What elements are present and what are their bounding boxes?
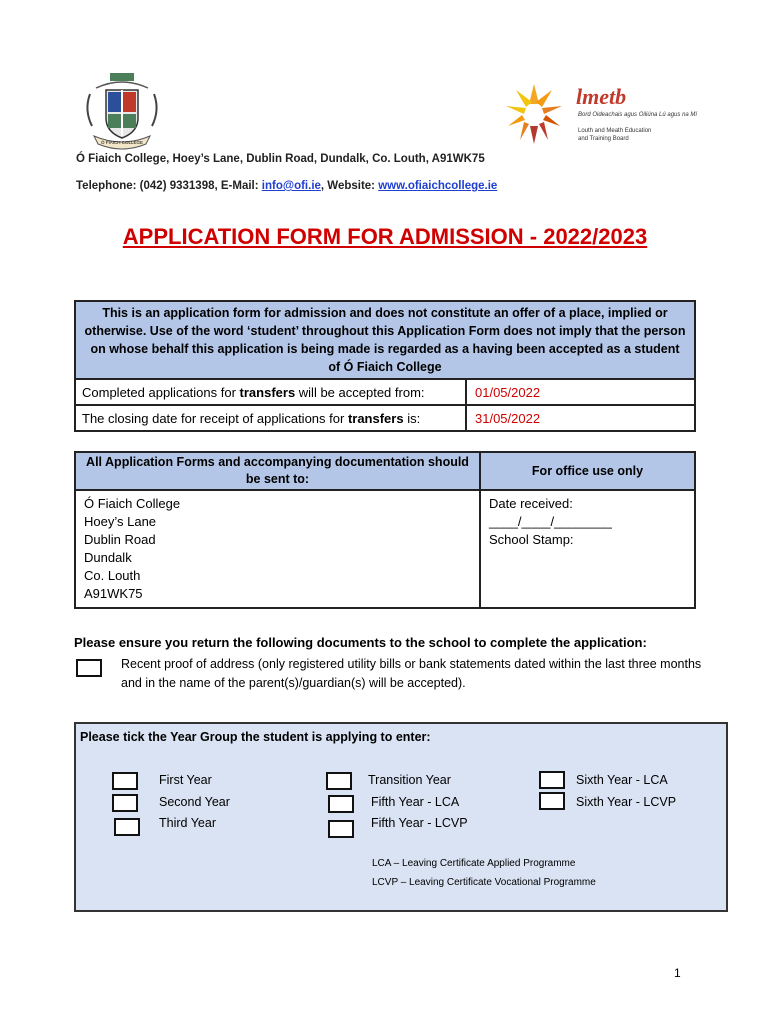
proof-of-address-checkbox[interactable] — [76, 659, 102, 677]
sixth-year-lcvp-checkbox[interactable] — [539, 792, 565, 810]
office-use-cell — [480, 490, 695, 608]
transition-year-label: Transition Year — [368, 773, 451, 787]
crest-motto: Ó FIAICH COLLEGE — [100, 140, 144, 145]
fifth-year-lca-checkbox[interactable] — [328, 795, 354, 813]
college-address: Ó Fiaich College, Hoey’s Lane, Dublin Road, Dundalk, Co. Louth, A91WK75 — [76, 153, 485, 165]
address-line: Hoey’s Lane — [84, 514, 157, 529]
transfers-close-date: 31/05/2022 — [466, 405, 695, 431]
office-use-header: For office use only — [480, 452, 695, 490]
first-year-checkbox[interactable] — [112, 772, 138, 790]
etb-english-name-2: and Training Board — [578, 136, 629, 142]
sixth-year-lca-checkbox[interactable] — [539, 771, 565, 789]
first-year-label: First Year — [159, 773, 212, 787]
transfers-open-date: 01/05/2022 — [466, 379, 695, 405]
fifth-year-lcvp-label: Fifth Year - LCVP — [371, 816, 468, 830]
date-received-label: Date received: — [489, 496, 573, 511]
transfers-close-label: The closing date for receipt of applications for transfers is: — [75, 405, 466, 431]
fifth-year-lcvp-checkbox[interactable] — [328, 820, 354, 838]
second-year-label: Second Year — [159, 795, 230, 809]
third-year-checkbox[interactable] — [114, 818, 140, 836]
year-group-heading: Please tick the Year Group the student is applying to enter: — [80, 730, 431, 744]
notice-table — [74, 300, 696, 432]
second-year-checkbox[interactable] — [112, 794, 138, 812]
sixth-year-lcvp-label: Sixth Year - LCVP — [576, 795, 677, 809]
etb-irish-name: Bord Oideachais agus Oiliúna Lú agus na Mí — [578, 112, 698, 118]
documents-heading: Please ensure you return the following documents to the school to complete the application: — [74, 635, 647, 650]
sixth-year-lca-label: Sixth Year - LCA — [576, 773, 668, 787]
address-line: Ó Fiaich College — [84, 496, 181, 511]
date-received-field[interactable]: ____/____/________ — [489, 514, 612, 529]
fifth-year-lca-label: Fifth Year - LCA — [371, 795, 460, 809]
third-year-label: Third Year — [159, 816, 216, 830]
page-title: APPLICATION FORM FOR ADMISSION - 2022/2023 — [122, 224, 648, 249]
college-crest-logo — [80, 70, 164, 152]
address-line: Dundalk — [84, 550, 132, 565]
send-to-table — [74, 451, 696, 609]
website-link[interactable]: www.ofiaichcollege.ie — [378, 180, 498, 192]
telephone-label: Telephone: (042) 9331398, E-Mail: — [76, 180, 262, 192]
send-to-header: All Application Forms and accompanying documentation should be sent to: — [75, 452, 480, 490]
etb-logo-text: lmetb — [576, 84, 627, 109]
send-to-address — [75, 490, 480, 608]
proof-of-address-text: Recent proof of address (only registered utility bills or bank statements dated within the last three months and in the name of the parent(s)/guardian(s) will be accepted). — [121, 657, 702, 690]
notice-text: This is an application form for admission and does not constitute an offer of a place, implied or otherwise. Use of the word ‘student’ throughout this Application Form does not imply that the person on whose behalf this application is being made is regarded as a having been accepted as a student of Ó Fiaich College — [75, 301, 695, 379]
email-link[interactable]: info@ofi.ie — [261, 180, 321, 192]
address-line: Co. Louth — [84, 568, 141, 583]
address-line: A91WK75 — [84, 586, 143, 601]
lcvp-legend: LCVP – Leaving Certificate Vocational Programme — [372, 877, 596, 888]
address-line: Dublin Road — [84, 532, 156, 547]
website-label: , Website: — [320, 180, 379, 192]
transition-year-checkbox[interactable] — [326, 772, 352, 790]
lca-legend: LCA – Leaving Certificate Applied Programme — [372, 858, 576, 869]
contact-line — [76, 180, 497, 192]
lmetb-logo — [500, 80, 700, 146]
etb-english-name-1: Louth and Meath Education — [578, 128, 652, 134]
transfers-open-label: Completed applications for transfers will be accepted from: — [75, 379, 466, 405]
page-number: 1 — [674, 966, 681, 980]
school-stamp-label: School Stamp: — [489, 532, 574, 547]
